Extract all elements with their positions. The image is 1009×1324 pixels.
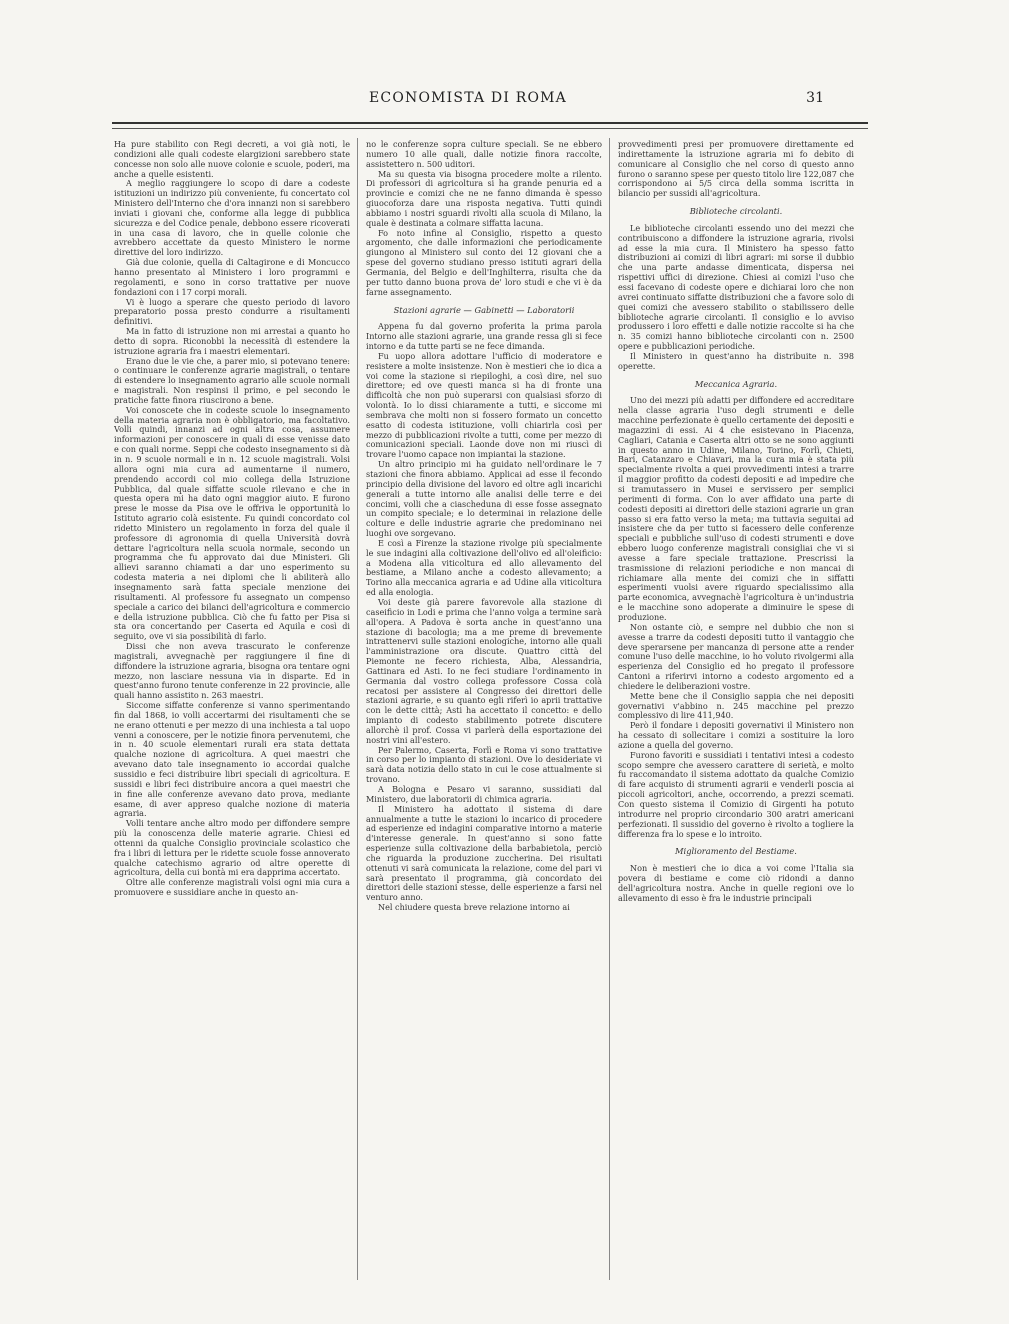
running-title: ECONOMISTA DI ROMA [369,90,567,106]
page-number: 31 [806,90,824,106]
paragraph: A Bologna e Pesaro vi saranno, sussidiati dal Ministero, due laboratorii di chimica agraria. [366,784,602,804]
column-divider [609,138,610,1280]
paragraph: Dissi che non aveva trascurato le conferenze magistrali, avvegnachè per raggiungere il fine di diffondere la istruzione agraria, bisogna ora tentare ogni mezzo, non lasciare nessuna via in disparte. Ed in quest'anno furono tenute conferenze in 22 provincie, alle quali hanno assistito n. 263 maestri. [114,641,350,701]
paragraph: Erano due le vie che, a parer mio, si potevano tenere: o continuare le conferenze agrarie magistrali, o tentare di estendere lo insegnamento agrario alle scuole normali e magistrali. Non respinsi il primo, e pel secondo le pratiche fatte finora riuscirono a bene. [114,355,350,405]
section-heading: Miglioramento del Bestiame. [675,846,797,857]
paragraph: Siccome siffatte conferenze si vanno sperimentando fin dal 1868, io volli accertarmi dei risultamenti che se ne erano ottenuti e per mezzo di una inchiesta a tal uopo venni a conoscere, per le notizie finora pervenutemi, che in n. 40 scuole elementari rurali era stata dettata qualche nozione di agricoltura. A quei maestri che avevano dato tale insegnamento io accordai qualche sussidio e feci distribuire libri speciali di agricoltura. E sussidi e libri feci distribuire ancora a quei maestri che in fine alle conferenze avevano dato prova, mediante esame, di aver appreso qualche nozione di materia agraria. [114,700,350,819]
paragraph: Però il fondare i depositi governativi il Ministero non ha cessato di sollecitare i comizi a sostituire la loro azione a quella del governo. [618,720,854,750]
paragraph: Le biblioteche circolanti essendo uno dei mezzi che contribuiscono a diffondere la istruzione agraria, rivolsi ad esse la mia cura. Il Ministero ha spesso fatto distribuzioni ai comizi di libri agrari: mi sorse il dubbio che una parte andasse dimenticata, dispersa nei rispettivi uffici di direzione. Chiesi ai comizi l'uso che essi facevano di codeste opere e dichiarai loro che non avrei continuato siffatte distribuzioni che a favore solo di quei comizi che avessero stabilito o stabilissero delle biblioteche agrarie circolanti. Il consiglio e lo avviso produssero i loro effetti e dalle notizie raccolte si ha che n. 35 comizi hanno biblioteche circolanti con n. 2500 opere e pubblicazioni periodiche. [618,222,854,352]
paragraph: Per Palermo, Caserta, Forlì e Roma vi sono trattative in corso per lo impianto di stazioni. Ove lo desideriate vi sarà data notizia dello stato in cui le cose attualmente si trovano. [366,744,602,785]
paragraph: Volli tentare anche altro modo per diffondere sempre più la conoscenza delle materie agrarie. Chiesi ed ottenni da qualche Consiglio provinciale scolastico che fra i libri di lettura per le ridette scuole fosse annoverato qualche catechismo agrario od altre operette di agricoltura, della cui bontà mi era dapprima accertato. [114,818,350,878]
running-header [112,90,824,112]
text-column-1 [114,140,350,1285]
column-divider [357,138,358,1280]
paragraph: Ma in fatto di istruzione non mi arrestai a quanto ho detto di sopra. Riconobbi la necessità di estendere la istruzione agraria fra i maestri elementari. [114,326,350,356]
section-heading: Meccanica Agraria. [694,378,778,389]
paragraph: Ma su questa via bisogna procedere molte a rilento. Di professori di agricoltura si ha grande penuria ed a provincie e comizi che ne ne fanno dimanda è spesso giuocoforza dare una risposta negativa. Tutti quindi abbiamo i nostri sguardi rivolti alla scuola di Milano, la quale è destinata a colmare siffatta lacuna. [366,168,602,228]
paragraph: no le conferenze sopra culture speciali. Se ne ebbero numero 10 alle quali, dalle notizie finora raccolte, assistettero n. 500 uditori. [366,140,602,169]
paragraph: Il Ministero in quest'anno ha distribuite n. 398 operette. [618,350,854,371]
paragraph: Nel chiudere questa breve relazione intorno ai [378,902,570,913]
paragraph: Furono favoriti e sussidiati i tentativi intesi a codesto scopo sempre che avessero carattere di serietà, e molto fu raccomandato il sistema adottato da qualche Comizio di fare acquisto di strumenti agrarii e venderli poscia ai piccoli agricoltori, anche, occorrendo, a prezzi scemati. Con questo sistema il Comizio di Girgenti ha potuto introdurre nel proprio circondario 300 aratri americani perfezionati. Il sussidio del governo è rivolto a togliere la differenza fra lo spese e lo introito. [618,749,854,839]
paragraph: Il Ministero ha adottato il sistema di dare annualmente a tutte le stazioni lo incarico di procedere ad esperienze ed indagini comparative intorno a materie d'interesse generale. In quest'anno si sono fatte esperienze sulla coltivazione della barbabietola, perciò che riguarda la produzione zuccherina. Dei risultati ottenuti vi sarà comunicata la relazione, come del pari vi sarà presentato il programma, già concordato dei direttori delle stazioni stesse, delle esperienze a farsi nel venturo anno. [366,803,602,903]
paragraph: provvedimenti presi per promuovere direttamente ed indirettamente la istruzione agraria mi fo debito di comunicare al Consiglio che nel corso di questo anno furono o saranno spese per questo titolo lire 122,087 che corrispondono ai 5/5 circa della somma iscritta in bilancio per sussidi all'agricoltura. [618,140,854,199]
text-column-3 [618,140,854,1285]
paragraph: Ha pure stabilito con Regi decreti, a voi già noti, le condizioni alle quali codeste elargizioni sarebbero state concesse non solo alle nuove colonie e scuole, poderi, ma anche a quelle esistenti. [114,140,350,179]
section-heading: Biblioteche circolanti. [689,206,783,217]
text-column-2 [366,140,602,1285]
section-heading: Stazioni agrarie — Gabinetti — Laboratorii [393,304,575,315]
paragraph: Fo noto infine al Consiglio, rispetto a questo argomento, che dalle informazioni che periodicamente giungono al Ministero sul conto dei 12 giovani che a spese del governo studiano presso istituti agrari della Germania, del Belgio e dell'Inghilterra, risulta che da per tutto danno buona prova de' loro studi e che vi è da farne assegnamento. [366,227,602,297]
paragraph: A meglio raggiungere lo scopo di dare a codeste istituzioni un indirizzo più conveniente, fu concertato col Ministero dell'Interno che d'ora innanzi non si sarebbero inviati i giovani che, conforme alla legge di pubblica sicurezza e del Codice penale, debbono essere ricoverati in una casa di lavoro, che in quelle colonie che avrebbero accettate da questo Ministero le norme direttive del loro indirizzo. [114,178,350,258]
paragraph: Oltre alle conferenze magistrali volsi ogni mia cura a promuovere e sussidiare anche in questo an- [114,877,350,898]
paragraph: Voi conoscete che in codeste scuole lo insegnamento della materia agraria non è obbligatorio, ma facoltativo. Volli quindi, innanzi ad ogni altra cosa, assumere informazioni per conoscere in quali di esse venisse dato e con quali norme. Seppi che codesto insegnamento si dà in n. 9 scuole normali e in n. 12 scuole magistrali. Volsi allora ogni mia cura ad aumentarne il numero, prendendo accordi col mio collega della Istruzione Pubblica, dal quale siffatte scuole rilevano e che in questa opera mi ha dato ogni maggior aiuto. E furono prese le mosse da Pisa ove le offriva le opportunità lo Istituto agrario colà esistente. Fu quindi concordato col ridetto Ministero un regolamento in forza del quale il professore di agronomia di quella Università dovrà dettare l'agricoltura nella scuola normale, secondo un programma che fu approvato dai due Ministeri. Gli allievi saranno chiamati a dar uno esperimento su codesta materia a nei diplomi che li abiliterà allo insegnamento sarà fatta speciale menzione dei risultamenti. Al professore fu assegnato un compenso speciale a carico dei bilanci dell'agricoltura e commercio e della istruzione pubblica. Ciò che fu fatto per Pisa si sta ora concertando per Caserta ed Aquila e così di seguito, ove vi sia possibilità di farlo. [114,404,350,642]
paragraph: Mette bene che il Consiglio sappia che nei depositi governativi v'abbino n. 245 macchine pel prezzo complessivo di lire 411,940. [618,690,854,721]
paragraph: Fu uopo allora adottare l'ufficio di moderatore e resistere a molte insistenze. Non è mestieri che io dica a voi come la stazione si riepiloghi, a così dire, nel suo direttore; ed ove questi manca si ha di fronte una difficoltà che non può superarsi con qualsiasi sforzo di volontà. Io lo dissi chiaramente a tutti, e siccome mi sembrava che molti non si fossero formato un concetto esatto di codesta istituzione, volli chiarirla così per mezzo di pubblicazioni rivolte a tutti, come per mezzo di comunicazioni speciali. Laonde dove non mi riuscì di trovare l'uomo capace non impiantai la stazione. [366,350,602,460]
paragraph: Appena fu dal governo proferita la prima parola Intorno alle stazioni agrarie, una grande ressa gli si fece intorno e da tutte parti se ne fece dimanda. [366,321,602,352]
paragraph: Uno dei mezzi più adatti per diffondere ed accreditare nella classe agraria l'uso degli strumenti e delle macchine perfezionate è quello certamente dei depositi e magazzini di essi. Ai 4 che esistevano in Piacenza, Cagliari, Catania e Caserta altri otto se ne sono aggiunti in questo anno in Udine, Milano, Torino, Forlì, Chieti, Bari, Catanzaro e Chiavari, ma la cura mia è stata più specialmente rivolta a quei provvedimenti intesi a trarre il maggior profitto da codesti depositi e ad impedire che si tramutassero in Musei e servissero per semplici perimenti di forma. Con lo aver affidato una parte di codesti depositi ai direttori delle stazioni agrarie un gran passo si era fatto verso la meta; ma tuttavia seguitai ad insistere che da per tutto si facessero delle conferenze speciali e pubbliche sull'uso di codesti strumenti e dove ebbero luogo conferenze magistrali consigliai che vi si avesse a fare speciale trattazione. Prescrissi la trasmissione di relazioni periodiche e non mancai di richiamare alla mente dei comizi che in siffatti esperimenti vuolsi avere riguardo specialissimo alla parte economica, avvegnachè l'agricoltura è un'industria e le macchine sono adoperate a diminuire le spese di produzione. [618,395,854,622]
paragraph: Voi deste già parere favorevole alla stazione di caseificio in Lodi e prima che l'anno volga a termine sarà all'opera. A Padova è sorta anche in quest'anno una stazione di bacologia; ma a me preme di brevemente intrattenervi sulle stazioni enologiche, intorno alle quali l'amministrazione ora discute. Quattro città del Piemonte ne fecero richiesta, Alba, Alessandria, Gattinara ed Asti. Io ne feci studiare l'ordinamento in Germania dal vostro collega professore Cossa colà recatosi per assistere al Congresso dei direttori delle stazioni agrarie, e su quanto egli riferì io aprii trattative con le dette città; Asti ha accettato il concetto: e dello impianto di codesto stabilimento potrete discutere allorchè il prof. Cossa vi parlerà della esportazione dei nostri vini all'estero. [366,596,602,745]
paragraph: Già due colonie, quella di Caltagirone e di Moncucco hanno presentato al Ministero i loro programmi e regolamenti, e sono in corso trattative per nuove fondazioni con i 17 corpi morali. [114,257,350,297]
paragraph: Non ostante ciò, e sempre nel dubbio che non si avesse a trarre da codesti depositi tutto il vantaggio che deve sperarsene per mancanza di persone atte a render comune l'uso delle macchine, io ho voluto rivolgermi alla esperienza del Consiglio ed ho pregato il professore Cantoni a riferirvi intorno a codesto argomento ed a chiedere le deliberazioni vostre. [618,621,854,691]
header-rule [112,122,868,129]
paragraph: Vi è luogo a sperare che questo periodo di lavoro preparatorio possa presto condurre a risultamenti definitivi. [114,296,350,327]
paragraph: E così a Firenze la stazione rivolge più specialmente le sue indagini alla coltivazione dell'olivo ed all'oleificio: a Modena alla viticoltura ed allo allevamento del bestiame, a Milano anche a codesto allevamento; a Torino alla meccanica agraria e ad Udine alla viticoltura ed alla enologia. [366,537,602,598]
paragraph: Un altro principio mi ha guidato nell'ordinare le 7 stazioni che finora abbiamo. Applicai ad esse il fecondo principio della divisione del lavoro ed oltre agli incarichi generali a tutte intorno alle analisi delle terre e dei concimi, volli che a ciascheduna di esse fosse assegnato un compito speciale; e lo determinai in relazione delle colture e delle industrie agrarie che predominano nei luoghi ove sorgevano. [366,459,602,539]
paragraph: Non è mestieri che io dica a voi come l'Italia sia povera di bestiame e come ciò ridondi a danno dell'agricoltura nostra. Anche in quelle regioni ove lo allevamento di esso è fra le industrie principali [618,863,854,903]
